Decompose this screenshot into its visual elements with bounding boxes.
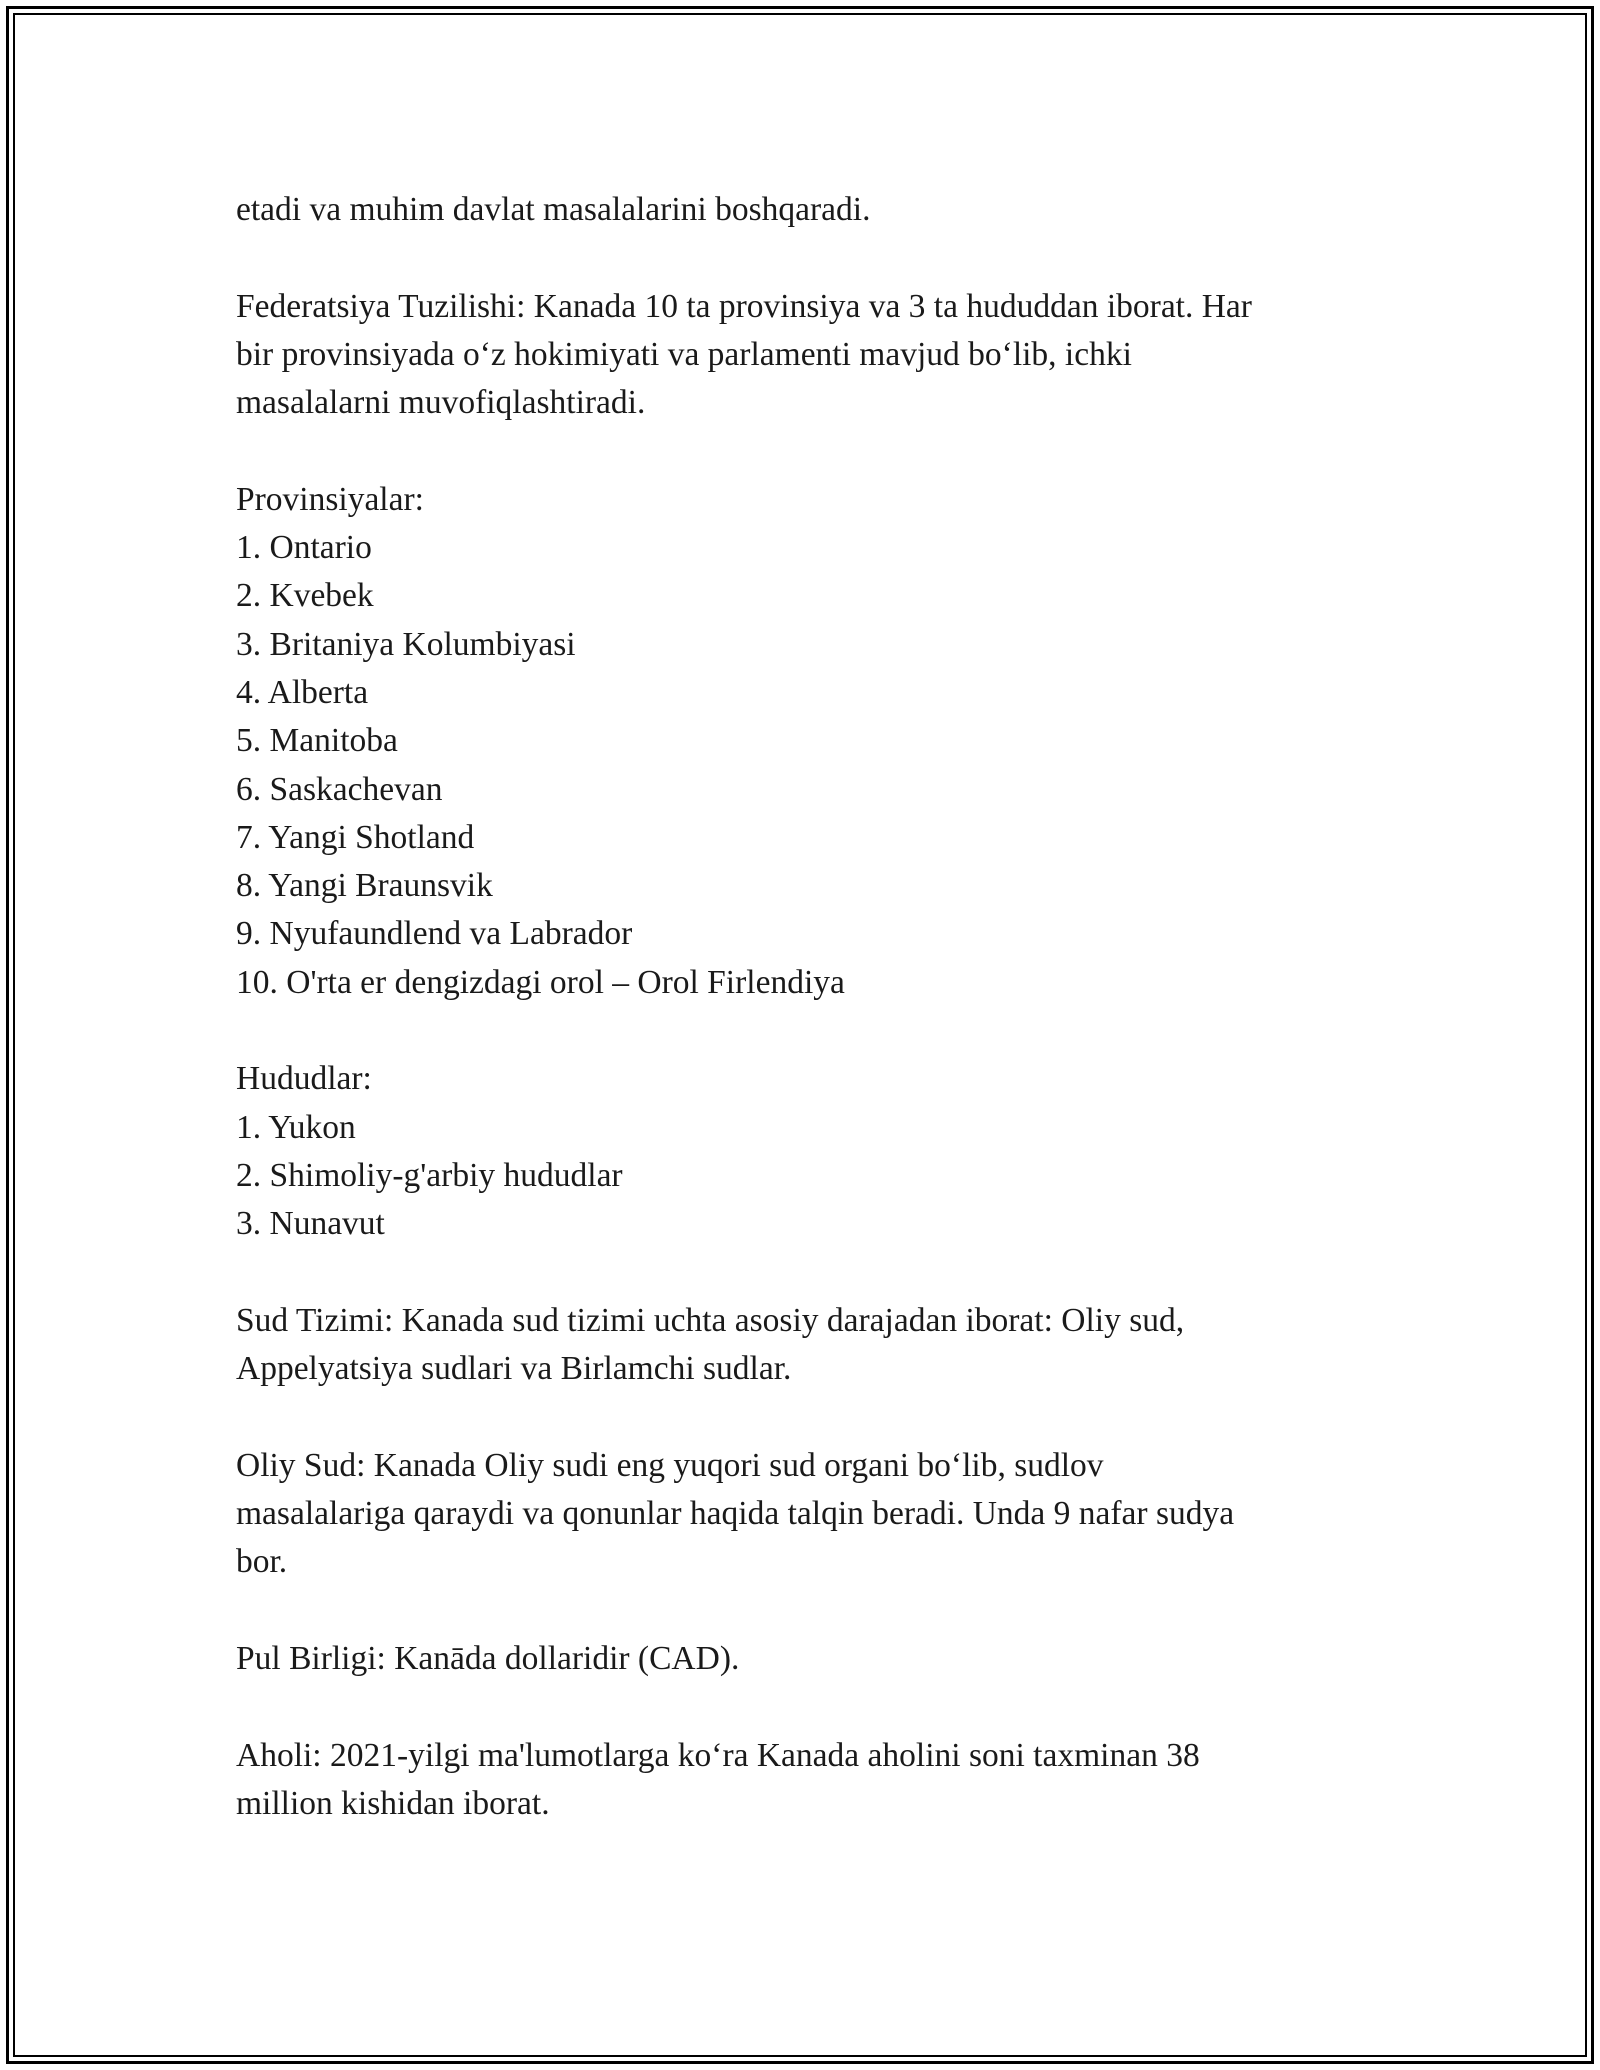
territories-section: [236, 1055, 1366, 1248]
territories-heading: Hududlar:: [236, 1060, 372, 1098]
intro-continuation: etadi va muhim davlat masalalarini boshqaradi.: [236, 191, 871, 228]
territory-item: 3. Nunavut: [236, 1205, 385, 1243]
supreme-court-line: masalalariga qaraydi va qonunlar haqida talqin beradi. Unda 9 nafar sudya: [236, 1495, 1235, 1533]
territory-item: 2. Shimoliy-g'arbiy hududlar: [236, 1156, 623, 1194]
population-line: million kishidan iborat.: [236, 1784, 550, 1822]
province-item: 6. Saskachevan: [236, 770, 443, 808]
provinces-section: [236, 476, 1366, 1007]
provinces-heading: Provinsiyalar:: [236, 480, 424, 518]
paragraph-gap: [236, 1007, 1366, 1055]
population-line: Aholi: 2021-yilgi ma'lumotlarga ko‘ra Kanada aholini soni taxminan 38: [236, 1736, 1200, 1774]
currency-paragraph: Pul Birligi: Kanāda dollaridir (CAD).: [236, 1639, 740, 1677]
supreme-court-line: bor.: [236, 1543, 288, 1581]
court-system-line: Appelyatsiya sudlari va Birlamchi sudlar.: [236, 1350, 792, 1388]
paragraph-gap: [236, 1249, 1366, 1297]
population-paragraph: [236, 1732, 1366, 1829]
federation-paragraph: [236, 283, 1366, 428]
supreme-court-line: Oliy Sud: Kanada Oliy sudi eng yuqori sud organi bo‘lib, sudlov: [236, 1446, 1104, 1484]
document-body: [236, 186, 1366, 1828]
paragraph-gap: [236, 1587, 1366, 1635]
province-item: 9. Nyufaundlend va Labrador: [236, 915, 633, 953]
province-item: 10. O'rta er dengizdagi orol – Orol Firlendiya: [236, 963, 845, 1001]
province-item: 4. Alberta: [236, 673, 369, 711]
paragraph-gap: [236, 1683, 1366, 1731]
federation-line: bir provinsiyada o‘z hokimiyati va parlamenti mavjud bo‘lib, ichki: [236, 335, 1132, 373]
province-item: 1. Ontario: [236, 529, 372, 567]
province-item: 5. Manitoba: [236, 722, 398, 760]
court-system-line: Sud Tizimi: Kanada sud tizimi uchta asosiy darajadan iborat: Oliy sud,: [236, 1301, 1185, 1339]
paragraph-gap: [236, 234, 1366, 282]
supreme-court-paragraph: [236, 1442, 1366, 1587]
province-item: 8. Yangi Braunsvik: [236, 867, 493, 905]
federation-line: masalalarni muvofiqlashtiradi.: [236, 384, 646, 422]
province-item: 2. Kvebek: [236, 577, 374, 615]
province-item: 3. Britaniya Kolumbiyasi: [236, 625, 576, 663]
paragraph-gap: [236, 427, 1366, 475]
paragraph-gap: [236, 1393, 1366, 1441]
province-item: 7. Yangi Shotland: [236, 818, 475, 856]
territory-item: 1. Yukon: [236, 1108, 356, 1146]
court-system-paragraph: [236, 1297, 1366, 1394]
federation-line: Federatsiya Tuzilishi: Kanada 10 ta provinsiya va 3 ta hududdan iborat. Har: [236, 287, 1252, 325]
